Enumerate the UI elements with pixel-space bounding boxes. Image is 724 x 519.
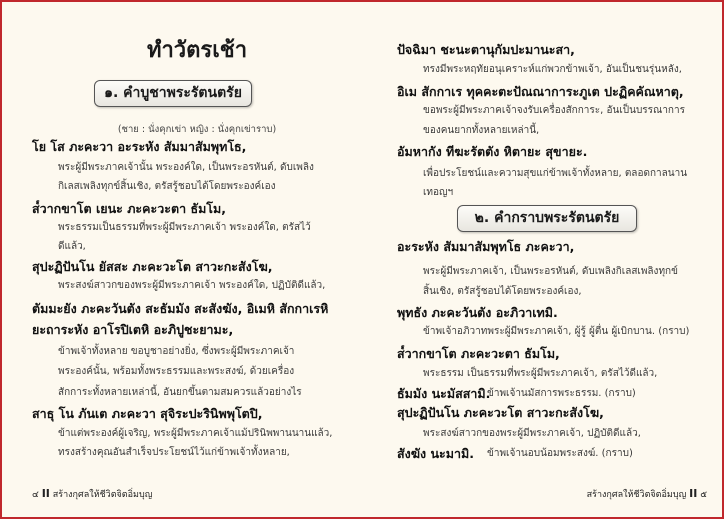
translation-line: ทรงสร้างคุณอันสำเร็จประโยชน์ไว้แก่ข้าพเจ้าทั้งหลาย,	[58, 447, 290, 458]
pali-line: ส๎วากขาโต ภะคะวะตา ธัมโม,	[397, 346, 560, 361]
page-footer	[32, 487, 152, 501]
pali-line: อะระหัง สัมมาสัมพุทโธ ภะคะวา,	[397, 239, 575, 254]
page-title: ทำวัตรเช้า	[146, 38, 248, 63]
right-page	[397, 2, 707, 517]
translation-line: ข้าแต่พระองค์ผู้เจริญ, พระผู้มีพระภาคเจ้าแม้ปรินิพพานนานแล้ว,	[58, 428, 333, 439]
page-number: ๔	[32, 490, 39, 500]
page-footer	[587, 487, 707, 501]
translation-line: พระองค์นั้น, พร้อมทั้งพระธรรมและพระสงฆ์, ด้วยเครื่อง	[58, 366, 295, 377]
pali-line: สังฆัง นะมามิ.	[397, 446, 474, 461]
pali-line: ตัมมะยัง ภะคะวันตัง สะธัมมัง สะสังฆัง, อิเมหิ สักกาเรหิ	[32, 301, 329, 316]
pali-line: พุทธัง ภะคะวันตัง อะภิวาเทมิ.	[397, 305, 558, 320]
pali-line: สาธุ โน ภันเต ภะคะวา สุจิระปะรินิพพุโตปิ,	[32, 406, 263, 421]
translation-line: สิ้นเชิง, ตรัสรู้ชอบได้โดยพระองค์เอง,	[423, 286, 582, 297]
translation-line: พระธรรมเป็นธรรมที่พระผู้มีพระภาคเจ้า พระองค์ใด, ตรัสไว้	[58, 222, 311, 233]
footer-separator: II	[41, 487, 50, 500]
translation-line: พระผู้มีพระภาคเจ้า, เป็นพระอรหันต์, ดับเพลิงกิเลสเพลิงทุกข์	[423, 266, 678, 277]
translation-line: ข้าพเจ้าอภิวาทพระผู้มีพระภาคเจ้า, ผู้รู้ ผู้ตื่น ผู้เบิกบาน. (กราบ)	[423, 326, 690, 337]
translation-line: ของคนยากทั้งหลายเหล่านี้,	[423, 125, 540, 136]
translation-line: พระผู้มีพระภาคเจ้านั้น พระองค์ใด, เป็นพระอรหันต์, ดับเพลิง	[58, 162, 314, 173]
translation-line: กิเลสเพลิงทุกข์สิ้นเชิง, ตรัสรู้ชอบได้โดยพระองค์เอง	[58, 181, 276, 192]
book-title: สร้างกุศลให้ชีวิตจิตอิ่มบุญ	[52, 490, 153, 500]
footer-separator: II	[689, 487, 698, 500]
translation-line: ขอพระผู้มีพระภาคเจ้าจงรับเครื่องสักการะ, อันเป็นบรรณาการ	[423, 105, 685, 116]
pali-line: ธัมมัง นะมัสสามิ.	[397, 386, 491, 401]
section-heading: ๒. คำกราบพระรัตนตรัย	[457, 205, 637, 232]
translation-line: ข้าพเจ้านอบน้อมพระสงฆ์. (กราบ)	[487, 448, 633, 459]
translation-line: ทรงมีพระหฤทัยอนุเคราะห์แก่พวกข้าพเจ้า, อันเป็นชนรุ่นหลัง,	[423, 64, 682, 75]
pali-line: อิเม สักกาเร ทุคคะตะปัณณาการะภูเต ปะฏิคคัณหาตุ,	[397, 84, 684, 99]
pali-line: อัมหากัง ทีฆะรัตตัง หิตายะ สุขายะ.	[397, 144, 588, 159]
posture-note: (ชาย : นั่งคุกเข่า หญิง : นั่งคุกเข่าราบ)	[117, 124, 277, 135]
section-heading: ๑. คำบูชาพระรัตนตรัย	[94, 80, 252, 107]
pali-line: โย โส ภะคะวา อะระหัง สัมมาสัมพุทโธ,	[32, 139, 247, 154]
translation-line: ดีแล้ว,	[58, 241, 86, 252]
left-page	[32, 2, 362, 517]
pali-line: ส๎วากขาโต เยนะ ภะคะวะตา ธัมโม,	[32, 201, 227, 216]
translation-line: เพื่อประโยชน์และความสุขแก่ข้าพเจ้าทั้งหลาย, ตลอดกาลนาน	[423, 168, 688, 179]
page-number: ๕	[700, 490, 707, 500]
translation-line: พระสงฆ์สาวกของพระผู้มีพระภาคเจ้า พระองค์ใด, ปฏิบัติดีแล้ว,	[58, 280, 326, 291]
translation-line: พระธรรม เป็นธรรมที่พระผู้มีพระภาคเจ้า, ตรัสไว้ดีแล้ว,	[423, 368, 658, 379]
translation-line: ข้าพเจ้าทั้งหลาย ขอบูชาอย่างยิ่ง, ซึ่งพระผู้มีพระภาคเจ้า	[58, 346, 295, 357]
pali-line: ยะถาระหัง อาโรปิเตหิ อะภิปูชะยามะ,	[32, 322, 234, 337]
pali-line: สุปะฏิปันโน ภะคะวะโต สาวะกะสังโฆ,	[397, 405, 604, 420]
book-title: สร้างกุศลให้ชีวิตจิตอิ่มบุญ	[586, 490, 687, 500]
translation-line: ข้าพเจ้านมัสการพระธรรม. (กราบ)	[487, 388, 636, 399]
pali-line: ปัจฉิมา ชะนะตานุกัมปะมานะสา,	[397, 42, 575, 57]
pali-line: สุปะฏิปันโน ยัสสะ ภะคะวะโต สาวะกะสังโฆ,	[32, 259, 273, 274]
translation-line: เทอญฯ	[423, 187, 454, 198]
translation-line: พระสงฆ์สาวกของพระผู้มีพระภาคเจ้า, ปฏิบัติดีแล้ว,	[423, 428, 641, 439]
translation-line: สักการะทั้งหลายเหล่านี้, อันยกขึ้นตามสมควรแล้วอย่างไร	[58, 387, 302, 398]
